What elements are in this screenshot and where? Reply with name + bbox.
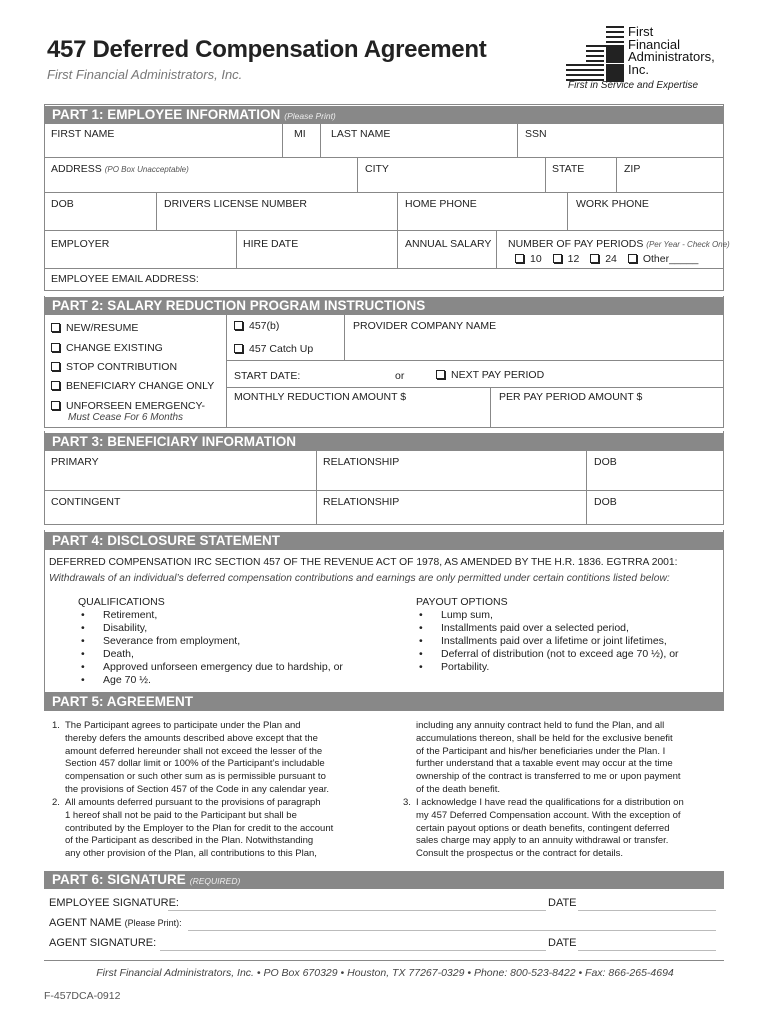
agreement-line: compensation or such other sum as is permissible pursuant to: [65, 771, 326, 783]
start-date-field[interactable]: START DATE:: [234, 370, 301, 382]
rule: [44, 524, 724, 525]
payout-title: PAYOUT OPTIONS: [416, 596, 508, 608]
contingent-beneficiary-field[interactable]: CONTINGENT: [51, 496, 121, 508]
unforseen-note: Must Cease For 6 Months: [68, 412, 184, 423]
item-number: 1.: [52, 720, 60, 731]
logo-line: Administrators,: [628, 49, 715, 64]
address-note: (PO Box Unacceptable): [104, 165, 189, 174]
rule: [44, 192, 724, 193]
form-number: F-457DCA-0912: [44, 990, 121, 1002]
rule: [586, 451, 587, 524]
checkbox-icon: [436, 370, 445, 379]
rule: [344, 315, 345, 360]
disclosure-line-2: Withdrawals of an individual’s deferred compensation contributions and earnings are only permitted under certain contitions listed below:: [49, 573, 670, 584]
part6-heading: [44, 871, 724, 889]
list-item: • Deferral of distribution (not to exceed age 70 ½), or: [416, 648, 679, 661]
contingent-relationship-field[interactable]: RELATIONSHIP: [323, 496, 400, 508]
drivers-license-field[interactable]: DRIVERS LICENSE NUMBER: [164, 198, 307, 210]
rule: [490, 387, 491, 427]
new-resume-label: NEW/RESUME: [66, 322, 139, 334]
unforseen-label: UNFORSEEN EMERGENCY-: [66, 400, 206, 412]
agreement-line: of the Participant as described in the Plan. Notwithstanding: [65, 835, 314, 847]
checkbox-icon: [51, 323, 60, 332]
logo-line: Financial: [628, 36, 681, 52]
part1-heading-text: PART 1: EMPLOYEE INFORMATION: [52, 107, 281, 122]
part1-heading: [44, 106, 724, 124]
pay-other-label: Other: [642, 253, 670, 265]
pay-10-checkbox[interactable]: [515, 253, 542, 265]
company-subtitle: First Financial Administrators, Inc.: [47, 67, 243, 82]
agreement-line: of the Participant and his/her beneficiaries under the Plan. I: [416, 745, 666, 757]
part4-heading: PART 4: DISCLOSURE STATEMENT: [44, 532, 724, 550]
agreement-item-2-cont: [416, 720, 681, 797]
per-pay-period-field[interactable]: PER PAY PERIOD AMOUNT $: [499, 391, 643, 403]
next-pay-period-label: NEXT PAY PERIOD: [451, 369, 545, 381]
pay-periods-label: [508, 238, 730, 250]
home-phone-field[interactable]: HOME PHONE: [405, 198, 477, 210]
dob-field[interactable]: DOB: [51, 198, 74, 210]
part3-heading: PART 3: BENEFICIARY INFORMATION: [44, 433, 724, 451]
rule: [44, 268, 724, 269]
list-item: • Severance from employment,: [78, 635, 343, 648]
pay-period-options: [515, 253, 698, 265]
agent-name-label: [49, 917, 182, 929]
item-number: 3.: [403, 797, 411, 808]
pay-12-checkbox[interactable]: [553, 253, 580, 265]
checkbox-icon: [51, 362, 60, 371]
logo-line: Inc.: [628, 61, 649, 77]
rule: [397, 192, 398, 230]
agent-signature-label: AGENT SIGNATURE:: [49, 937, 157, 949]
rule: [156, 192, 157, 230]
footer-address: First Financial Administrators, Inc. • PO Box 670329 • Houston, TX 77267-0329 • Phone: 800-523-8422 • Fax: 866-265-4694: [96, 967, 674, 979]
stop-contribution-label: STOP CONTRIBUTION: [66, 361, 178, 373]
agreement-line: ownership of the contract is transferred to me or upon payment: [416, 771, 681, 783]
logo-mark-icon: [566, 26, 624, 82]
checkbox-icon: [590, 254, 599, 263]
rule: [226, 387, 724, 388]
next-pay-period-checkbox[interactable]: [436, 369, 544, 381]
work-phone-field[interactable]: WORK PHONE: [576, 198, 649, 210]
qualifications-title: QUALIFICATIONS: [78, 596, 165, 608]
rule: [44, 290, 724, 291]
pay-periods-note: (Per Year - Check One): [646, 240, 730, 249]
list-item: • Age 70 ½.: [78, 674, 343, 687]
agreement-line: any other provision of the Plan, all contributions to this Plan,: [65, 848, 317, 860]
rule: [357, 157, 358, 192]
employer-field[interactable]: EMPLOYER: [51, 238, 110, 250]
part5-heading: PART 5: AGREEMENT: [44, 693, 724, 711]
agent-name-text: AGENT NAME: [49, 917, 122, 929]
employee-date-label: DATE: [548, 897, 577, 909]
agreement-item-2: [52, 797, 334, 861]
last-name-field[interactable]: LAST NAME: [331, 128, 391, 140]
list-item: • Disability,: [78, 622, 343, 635]
rule: [397, 230, 398, 268]
logo-text: [628, 26, 715, 76]
checkbox-icon: [234, 344, 243, 353]
agent-name-note: (Please Print):: [124, 918, 182, 928]
new-resume-checkbox[interactable]: [51, 322, 138, 334]
part6-heading-note: (REQUIRED): [189, 876, 241, 886]
item-number: 2.: [52, 797, 60, 808]
rule: [282, 124, 283, 157]
pay-10-label: 10: [530, 253, 542, 265]
plan-457b-label: 457(b): [249, 320, 280, 332]
checkbox-icon: [515, 254, 524, 263]
part6-heading-text: PART 6: SIGNATURE: [52, 872, 186, 887]
pay-other-checkbox[interactable]: Other_____: [628, 253, 698, 265]
list-item: • Portability.: [416, 661, 679, 674]
agent-name-line[interactable]: [188, 930, 716, 931]
beneficiary-change-checkbox[interactable]: [51, 380, 214, 392]
rule: [44, 490, 724, 491]
footer-rule: [44, 960, 724, 961]
rule: [44, 104, 724, 105]
employee-signature-line[interactable]: [168, 910, 546, 911]
pay-24-checkbox[interactable]: [590, 253, 617, 265]
payout-options-list: [416, 596, 679, 674]
ssn-field[interactable]: SSN: [525, 128, 547, 140]
checkbox-icon: [553, 254, 562, 263]
agreement-line: 1 hereof shall not be paid to the Participant but shall be: [65, 809, 297, 821]
list-item: • Approved unforseen emergency due to hardship, or: [78, 661, 343, 674]
annual-salary-field[interactable]: ANNUAL SALARY: [405, 238, 492, 250]
agreement-line: sales charge may apply to an annuity withdrawal or transfer.: [416, 835, 669, 847]
agreement-line: contributed by the Employer to the Plan for credit to the account: [65, 822, 334, 834]
agreement-line: the provisions of Section 457 of the Code in any calendar year.: [65, 783, 330, 795]
checkbox-icon: [51, 381, 60, 390]
rule: [44, 230, 724, 231]
pay-24-label: 24: [605, 253, 617, 265]
state-field[interactable]: STATE: [552, 163, 585, 175]
disclosure-line-1: DEFERRED COMPENSATION IRC SECTION 457 OF THE REVENUE ACT OF 1978, AS AMENDED BY THE H.R. 1836. EGTRRA 2001:: [49, 557, 678, 568]
rule: [320, 124, 321, 157]
plan-457b-checkbox[interactable]: [234, 320, 279, 332]
agreement-line: accumulations thereon, shall be held for the exclusive benefit: [416, 732, 673, 744]
agreement-item-3: [403, 797, 684, 861]
checkbox-icon: [234, 321, 243, 330]
company-logo: [566, 26, 736, 96]
agreement-line: my 457 Deferred Compensation account. With the exception of: [416, 809, 681, 821]
checkbox-icon: [51, 343, 60, 352]
agreement-line: The Participant agrees to participate under the Plan and: [65, 720, 301, 731]
agreement-line: amount deferred hereunder shall not exceed the lesser of the: [65, 745, 323, 757]
agreement-line: of the death benefit.: [416, 783, 500, 795]
employee-signature-label: EMPLOYEE SIGNATURE:: [49, 897, 179, 909]
change-existing-checkbox[interactable]: [51, 342, 163, 354]
primary-relationship-field[interactable]: RELATIONSHIP: [323, 456, 400, 468]
rule: [226, 360, 724, 361]
unforseen-checkbox[interactable]: [51, 400, 205, 412]
list-item: • Installments paid over a lifetime or joint lifetimes,: [416, 635, 679, 648]
contingent-dob-field[interactable]: DOB: [594, 496, 617, 508]
rule: [316, 451, 317, 524]
employee-date-line[interactable]: [578, 910, 716, 911]
mi-field[interactable]: MI: [294, 128, 306, 140]
monthly-reduction-field[interactable]: MONTHLY REDUCTION AMOUNT $: [234, 391, 407, 403]
list-item: • Death,: [78, 648, 343, 661]
email-field[interactable]: EMPLOYEE EMAIL ADDRESS:: [51, 273, 199, 285]
rule: [496, 230, 497, 268]
part2-heading: PART 2: SALARY REDUCTION PROGRAM INSTRUCTIONS: [44, 297, 724, 315]
part1-heading-note: (Please Print): [284, 111, 336, 121]
pay-12-label: 12: [567, 253, 580, 265]
agreement-line: further understand that a taxable event may occur at the time: [416, 758, 673, 770]
zip-field[interactable]: ZIP: [624, 163, 641, 175]
plan-457-catchup-label: 457 Catch Up: [249, 343, 314, 355]
logo-line: First: [628, 24, 654, 39]
list-item: • Retirement,: [78, 609, 343, 622]
stop-contribution-checkbox[interactable]: [51, 361, 177, 373]
rule: [567, 192, 568, 230]
agent-date-line[interactable]: [578, 950, 716, 951]
provider-field[interactable]: PROVIDER COMPANY NAME: [353, 320, 497, 332]
agreement-line: thereby defers the amounts described above except that the: [65, 732, 318, 744]
checkbox-icon: [51, 401, 60, 410]
qualifications-list: [78, 596, 343, 687]
agreement-line: Consult the prospectus or the contract for details.: [416, 848, 623, 860]
address-field[interactable]: [51, 163, 189, 175]
rule: [517, 124, 518, 157]
primary-beneficiary-field[interactable]: PRIMARY: [51, 456, 99, 468]
list-item: • Lump sum,: [416, 609, 679, 622]
agent-signature-line[interactable]: [160, 950, 546, 951]
pay-periods-text: NUMBER OF PAY PERIODS: [508, 238, 644, 250]
address-label: ADDRESS: [51, 163, 102, 175]
city-field[interactable]: CITY: [365, 163, 389, 175]
rule: [226, 315, 227, 427]
hire-date-field[interactable]: HIRE DATE: [243, 238, 299, 250]
beneficiary-change-label: BENEFICIARY CHANGE ONLY: [66, 380, 215, 392]
rule: [44, 427, 724, 428]
page-title: 457 Deferred Compensation Agreement: [47, 36, 487, 63]
agent-date-label: DATE: [548, 937, 577, 949]
agreement-line: Section 457 dollar limit or 100% of the Participant’s includable: [65, 758, 325, 770]
agreement-line: I acknowledge I have read the qualifications for a distribution on: [416, 797, 684, 808]
rule: [236, 230, 237, 268]
list-item: • Installments paid over a selected period,: [416, 622, 679, 635]
plan-457-catchup-checkbox[interactable]: [234, 343, 313, 355]
first-name-field[interactable]: FIRST NAME: [51, 128, 115, 140]
rule: [545, 157, 546, 192]
rule: [616, 157, 617, 192]
checkbox-icon: [628, 254, 637, 263]
primary-dob-field[interactable]: DOB: [594, 456, 617, 468]
change-existing-label: CHANGE EXISTING: [66, 342, 163, 354]
or-text: or: [395, 370, 405, 382]
agreement-line: including any annuity contract held to fund the Plan, and all: [416, 720, 665, 731]
agreement-line: certain payout options or death benefits, contingent deferred: [416, 822, 670, 834]
logo-tagline: First in Service and Expertise: [568, 80, 699, 91]
agreement-item-1: [52, 720, 330, 797]
rule: [44, 157, 724, 158]
agreement-line: All amounts deferred pursuant to the provisions of paragraph: [65, 797, 321, 808]
